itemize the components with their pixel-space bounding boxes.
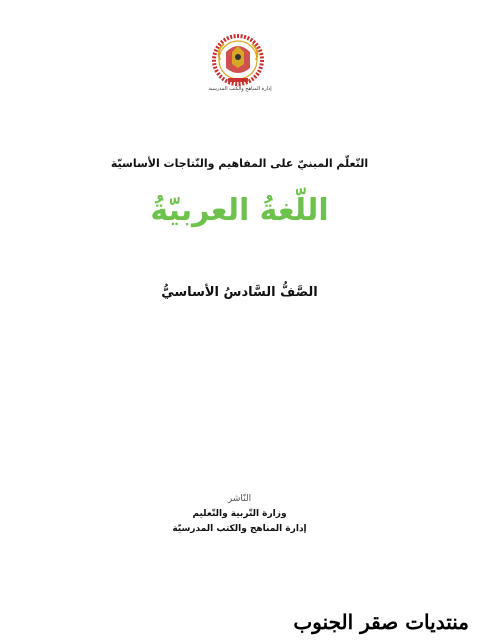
publisher-department: إدارة المناهج والكتب المدرسيّة [172, 524, 307, 534]
emblem-caption: إدارة المناهج والكتب المدرسية [208, 86, 272, 92]
publisher-label: النّاشر [227, 494, 252, 504]
publisher-ministry: وزارة التّربية والتّعليم [192, 509, 287, 519]
book-title: اللّغةُ العربيّةُ [150, 193, 329, 228]
forum-watermark: منتديات صقر الجنوب [293, 610, 469, 634]
grade-level: الصَّفُّ السَّادسُ الأساسيُّ [161, 285, 318, 300]
publisher-block [0, 492, 479, 537]
cover-subtitle: التّعلّم المبنيّ على المفاهيم والنّتاجات الأساسيّة [110, 157, 369, 170]
